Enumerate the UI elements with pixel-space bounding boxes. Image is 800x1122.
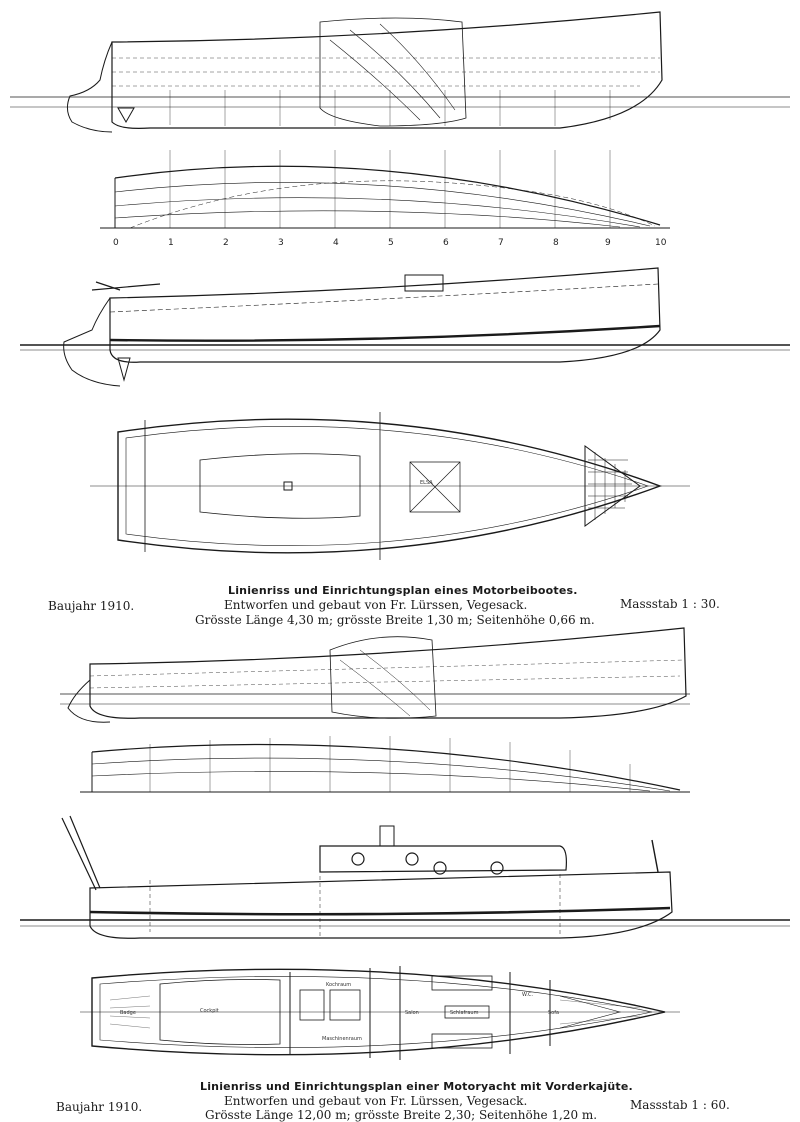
room-label: W.C. [522,992,534,998]
station-label: 8 [553,238,559,248]
p2-designer-line: Entworfen und gebaut von Fr. Lürssen, Vegesack. [224,1094,528,1108]
station-label: 5 [388,238,394,248]
p1-designer-line: Entworfen und gebaut von Fr. Lürssen, Vegesack. [224,598,528,612]
p1-half-breadth-plan [100,150,670,228]
p1-deck-plan [90,412,690,560]
p2-build-year: Baujahr 1910. [56,1100,143,1114]
room-label: Sofa [548,1010,560,1016]
p1-outboard-profile [20,268,790,386]
station-label: 7 [498,238,504,248]
station-label: 10 [655,238,667,248]
station-label: 2 [223,238,229,248]
p2-deck-plan [80,966,680,1060]
p2-half-breadth-plan [80,736,690,792]
station-label: 6 [443,238,449,248]
p2-dimensions-line: Grösste Länge 12,00 m; grösste Breite 2,30; Seitenhöhe 1,20 m. [205,1108,598,1122]
station-label: 9 [605,238,611,248]
p2-sheer-plan [60,628,690,722]
room-label: Badge [120,1010,136,1016]
p1-dimensions-line: Grösste Länge 4,30 m; grösste Breite 1,30 m; Seitenhöhe 0,66 m. [195,613,595,627]
p1-boat-name: ELSA [420,480,433,486]
room-label: Schlafraum [450,1010,479,1016]
p1-sheer-plan [10,12,790,132]
p1-station-numbers [113,238,667,248]
room-label: Kochraum [326,982,352,988]
station-label: 1 [168,238,174,248]
p2-scale: Massstab 1 : 60. [630,1098,730,1112]
p1-build-year: Baujahr 1910. [48,599,135,613]
room-label: Cockpit [200,1008,219,1014]
station-label: 4 [333,238,339,248]
room-label: Maschinenraum [322,1036,362,1042]
room-label: Salon [405,1010,419,1016]
p2-outboard-profile [20,816,790,938]
station-label: 3 [278,238,284,248]
p1-scale: Massstab 1 : 30. [620,597,720,611]
p2-title: Linienriss und Einrichtungsplan einer Motoryacht mit Vorderkajüte. [200,1080,633,1093]
p1-title: Linienriss und Einrichtungsplan eines Motorbeibootes. [228,584,578,597]
station-label: 0 [113,238,119,248]
